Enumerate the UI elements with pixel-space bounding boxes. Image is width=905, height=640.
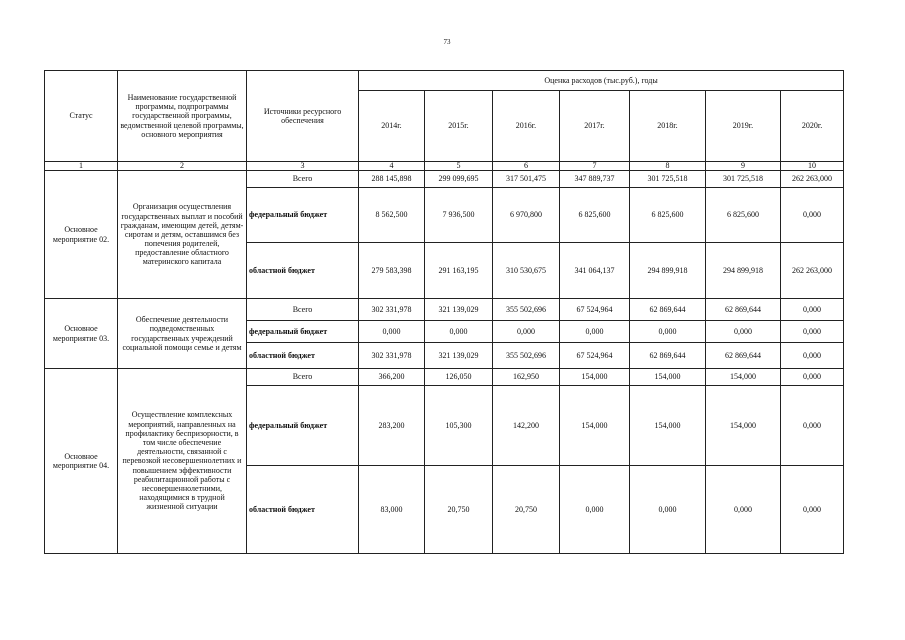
source-label: Всего [247,369,359,386]
value-cell: 0,000 [630,321,706,343]
value-cell: 355 502,696 [493,343,560,369]
value-cell: 62 869,644 [706,299,781,321]
value-cell: 283,200 [359,386,425,466]
source-label: федеральный бюджет [247,188,359,243]
source-label: областной бюджет [247,466,359,554]
value-cell: 8 562,500 [359,188,425,243]
header-name: Наименование государственной программы, подпрограммы государственной программы, ведомственной целевой программы, основного мероприятия [118,71,247,162]
column-number: 6 [493,162,560,171]
value-cell: 0,000 [630,466,706,554]
header-sources: Источники ресурсного обеспечения [247,71,359,162]
budget-table [44,70,844,554]
source-label: Всего [247,171,359,188]
value-cell: 0,000 [425,321,493,343]
value-cell: 154,000 [630,386,706,466]
value-cell: 294 899,918 [630,243,706,299]
value-cell: 262 263,000 [781,243,844,299]
header-year: 2014г. [359,91,425,162]
measure-name: Обеспечение деятельности подведомственных государственных учреждений социальной помощи семье и детям [118,299,247,369]
value-cell: 20,750 [425,466,493,554]
value-cell: 0,000 [781,321,844,343]
value-cell: 142,200 [493,386,560,466]
value-cell: 20,750 [493,466,560,554]
table-row [45,369,844,386]
source-label: Всего [247,299,359,321]
column-number: 8 [630,162,706,171]
source-label: областной бюджет [247,343,359,369]
measure-status: Основное мероприятие 03. [45,299,118,369]
column-number: 10 [781,162,844,171]
column-number: 3 [247,162,359,171]
value-cell: 67 524,964 [560,343,630,369]
source-label: областной бюджет [247,243,359,299]
value-cell: 301 725,518 [630,171,706,188]
value-cell: 154,000 [560,369,630,386]
value-cell: 299 099,695 [425,171,493,188]
value-cell: 6 825,600 [630,188,706,243]
page-number: 73 [443,38,451,46]
value-cell: 0,000 [781,343,844,369]
header-year: 2020г. [781,91,844,162]
column-number: 4 [359,162,425,171]
table-row [45,299,844,321]
value-cell: 0,000 [781,188,844,243]
column-number: 2 [118,162,247,171]
value-cell: 366,200 [359,369,425,386]
header-year: 2018г. [630,91,706,162]
header-year: 2017г. [560,91,630,162]
value-cell: 162,950 [493,369,560,386]
header-row-top [45,71,844,91]
header-year: 2016г. [493,91,560,162]
header-year: 2019г. [706,91,781,162]
column-numbers-row [45,162,844,171]
value-cell: 154,000 [560,386,630,466]
value-cell: 321 139,029 [425,299,493,321]
column-number: 7 [560,162,630,171]
value-cell: 6 825,600 [560,188,630,243]
value-cell: 62 869,644 [630,299,706,321]
measure-name: Организация осуществления государственных выплат и пособий гражданам, имеющим детей, детям-сиротам и детям, оставшимся без попечения родителей, предоставление областного материнского капитала [118,171,247,299]
value-cell: 0,000 [560,321,630,343]
column-number: 5 [425,162,493,171]
measure-status: Основное мероприятие 04. [45,369,118,554]
value-cell: 262 263,000 [781,171,844,188]
value-cell: 67 524,964 [560,299,630,321]
value-cell: 279 583,398 [359,243,425,299]
value-cell: 317 501,475 [493,171,560,188]
value-cell: 62 869,644 [630,343,706,369]
value-cell: 0,000 [359,321,425,343]
value-cell: 294 899,918 [706,243,781,299]
value-cell: 154,000 [630,369,706,386]
value-cell: 154,000 [706,386,781,466]
value-cell: 83,000 [359,466,425,554]
value-cell: 0,000 [706,321,781,343]
value-cell: 0,000 [493,321,560,343]
value-cell: 321 139,029 [425,343,493,369]
value-cell: 0,000 [560,466,630,554]
value-cell: 355 502,696 [493,299,560,321]
value-cell: 310 530,675 [493,243,560,299]
value-cell: 347 889,737 [560,171,630,188]
value-cell: 0,000 [781,386,844,466]
value-cell: 288 145,898 [359,171,425,188]
value-cell: 341 064,137 [560,243,630,299]
value-cell: 154,000 [706,369,781,386]
source-label: федеральный бюджет [247,386,359,466]
table-row [45,171,844,188]
value-cell: 291 163,195 [425,243,493,299]
value-cell: 126,050 [425,369,493,386]
value-cell: 301 725,518 [706,171,781,188]
value-cell: 6 825,600 [706,188,781,243]
value-cell: 302 331,978 [359,299,425,321]
value-cell: 0,000 [781,369,844,386]
measure-name: Осуществление комплексных мероприятий, направленных на профилактику беспризорности, в том числе обеспечение деятельности, связанной с перевозкой несовершеннолетних и повышением эффективности реабилитационной работы с несовершеннолетними, находящимися в трудной жизненной ситуации [118,369,247,554]
column-number: 9 [706,162,781,171]
value-cell: 302 331,978 [359,343,425,369]
header-year: 2015г. [425,91,493,162]
column-number: 1 [45,162,118,171]
value-cell: 105,300 [425,386,493,466]
value-cell: 0,000 [706,466,781,554]
source-label: федеральный бюджет [247,321,359,343]
header-estimate: Оценка расходов (тыс.руб.), годы [359,71,844,91]
value-cell: 62 869,644 [706,343,781,369]
value-cell: 0,000 [781,299,844,321]
value-cell: 6 970,800 [493,188,560,243]
value-cell: 7 936,500 [425,188,493,243]
header-status: Статус [45,71,118,162]
measure-status: Основное мероприятие 02. [45,171,118,299]
value-cell: 0,000 [781,466,844,554]
